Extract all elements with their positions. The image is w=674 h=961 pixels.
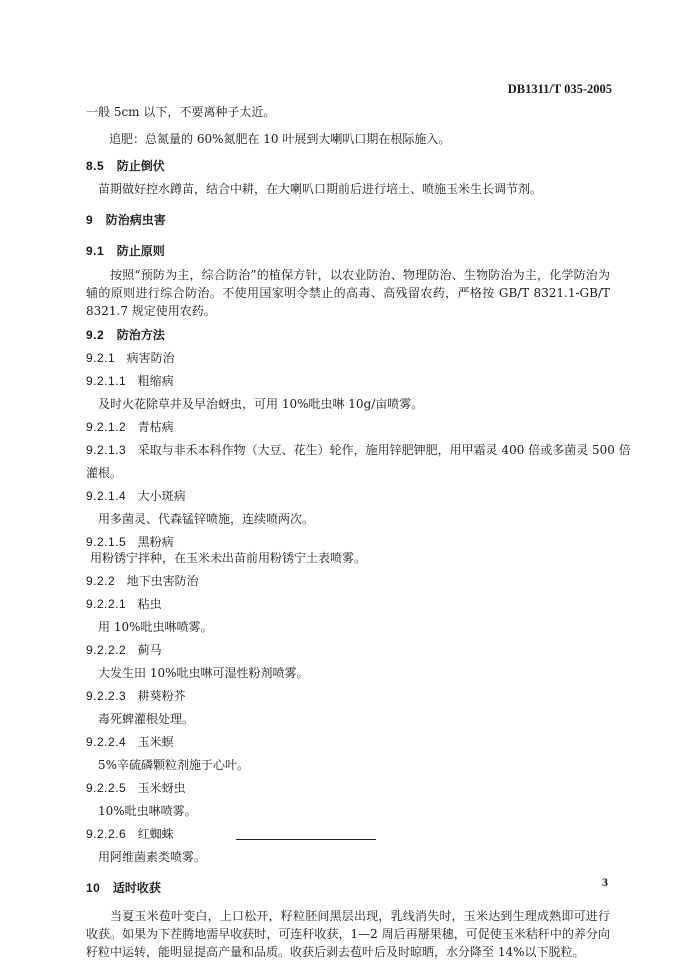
section-number: 9.1 <box>86 244 105 258</box>
section-title: 防止原则 <box>116 244 165 258</box>
section-number: 9.2.2.5 <box>86 781 127 795</box>
page-number: 3 <box>602 875 608 889</box>
section-title: 粗缩病 <box>137 374 174 388</box>
section-number: 9.2.2.3 <box>86 689 127 703</box>
section-title: 玉米蚜虫 <box>137 781 186 795</box>
section-9-2-1-1-text: 及时火花除草并及早治蚜虫，可用 10%吡虫啉 10g/亩喷雾。 <box>98 397 424 411</box>
section-number: 9 <box>86 213 94 227</box>
document-body <box>86 104 631 961</box>
section-title: 耕葵粉芥 <box>137 689 186 703</box>
section-9-2-2-3-text: 毒死蜱灌根处理。 <box>98 712 195 726</box>
topdressing-line: 追肥：总氮量的 60%氮肥在 10 叶展到大喇叭口期在根际施入。 <box>109 132 451 146</box>
section-9-2-2-heading <box>86 573 610 589</box>
section-number: 8.5 <box>86 159 105 173</box>
section-9-2-2-3-heading <box>86 688 610 704</box>
section-title: 适时收获 <box>112 881 161 895</box>
section-9-2-2-1-text: 用 10%吡虫啉喷雾。 <box>98 620 213 634</box>
section-9-heading <box>86 212 610 228</box>
section-title: 防治方法 <box>116 328 165 342</box>
section-text: 采取与非禾本科作物（大豆、花生）轮作，施用锌肥钾肥，用甲霜灵 400 倍或多菌灵 500 倍 <box>137 443 631 457</box>
section-title: 病害防治 <box>126 351 175 365</box>
section-number: 9.2.1.3 <box>86 443 127 457</box>
section-number: 9.2.2 <box>86 574 116 588</box>
section-10-heading <box>86 880 610 896</box>
section-title: 蓟马 <box>137 643 162 657</box>
section-title: 黑粉病 <box>137 535 174 549</box>
section-9-2-1-5-heading <box>86 534 610 550</box>
section-title: 大小斑病 <box>137 489 186 503</box>
section-number: 9.2.2.4 <box>86 735 127 749</box>
section-9-2-1-4-heading <box>86 488 610 504</box>
section-title: 防止倒伏 <box>116 159 165 173</box>
section-number: 9.2.1.1 <box>86 374 127 388</box>
section-title: 红蜘蛛 <box>137 827 174 841</box>
section-9-2-2-1-heading <box>86 596 610 612</box>
section-number: 9.2.1 <box>86 351 116 365</box>
section-9-2-1-5-text: 用粉锈宁拌种，在玉米未出苗前用粉锈宁土表喷雾。 <box>90 551 367 565</box>
section-number: 9.2.2.1 <box>86 597 127 611</box>
section-number: 9.2.2.6 <box>86 827 127 841</box>
end-rule <box>236 839 376 840</box>
section-9-2-1-heading <box>86 350 610 366</box>
section-10-paragraph: 当夏玉米苞叶变白，上口松开，籽粒胚间黑层出现，乳线消失时，玉米达到生理成熟即可进行收获。如果为下茬腾地需早收获时，可连秆收获，1—2 周后再掰果穗，可促使玉米秸秆中的养分向籽粒中运转，能明显提高产量和品质。收获后剥去苞叶后及时晾晒，水分降至 14%以下脱粒。 <box>86 909 610 959</box>
section-9-2-2-5-heading <box>86 780 610 796</box>
section-9-2-1-1-heading <box>86 373 610 389</box>
section-9-2-2-5-text: 10%吡虫啉喷雾。 <box>98 804 197 818</box>
section-title: 青枯病 <box>137 420 174 434</box>
section-title: 地下虫害防治 <box>126 574 199 588</box>
section-9-2-2-2-text: 大发生田 10%吡虫啉可湿性粉剂喷雾。 <box>98 666 309 680</box>
section-number: 9.2.1.2 <box>86 420 127 434</box>
section-9-2-1-3-continuation: 灌根。 <box>86 466 123 480</box>
section-9-1-paragraph: 按照“预防为主，综合防治”的植保方针，以农业防治、物理防治、生物防治为主，化学防治为辅的原则进行综合防治。不使用国家明令禁止的高毒、高残留农药，严格按 GB/T 8321.1-GB/T 8321.7 规定使用农药。 <box>86 268 610 318</box>
section-number: 9.2.1.5 <box>86 535 127 549</box>
section-9-2-1-4-text: 用多菌灵、代森锰锌喷施，连续喷两次。 <box>98 512 315 526</box>
section-number: 9.2.1.4 <box>86 489 127 503</box>
section-title: 粘虫 <box>137 597 162 611</box>
standard-code: DB1311/T 035-2005 <box>507 82 612 96</box>
section-9-2-2-4-text: 5%辛硫磷颗粒剂施于心叶。 <box>98 758 250 772</box>
section-9-2-2-2-heading <box>86 642 610 658</box>
section-9-2-2-6-text: 用阿维菌素类喷雾。 <box>98 850 207 864</box>
section-number: 10 <box>86 881 101 895</box>
section-9-2-2-4-heading <box>86 734 610 750</box>
section-title: 防治病虫害 <box>105 213 166 227</box>
text-line-1: 一般 5cm 以下，不要离种子太近。 <box>86 105 276 119</box>
section-9-1-heading <box>86 243 610 259</box>
section-8-5-heading <box>86 158 610 174</box>
section-number: 9.2 <box>86 328 105 342</box>
section-9-2-1-3-line <box>86 442 631 458</box>
section-9-2-heading <box>86 327 610 343</box>
section-number: 9.2.2.2 <box>86 643 127 657</box>
section-8-5-text: 苗期做好控水蹲苗，结合中耕，在大喇叭口期前后进行培土、喷施玉米生长调节剂。 <box>98 182 543 196</box>
section-title: 玉米螟 <box>137 735 174 749</box>
section-9-2-1-2-heading <box>86 419 610 435</box>
